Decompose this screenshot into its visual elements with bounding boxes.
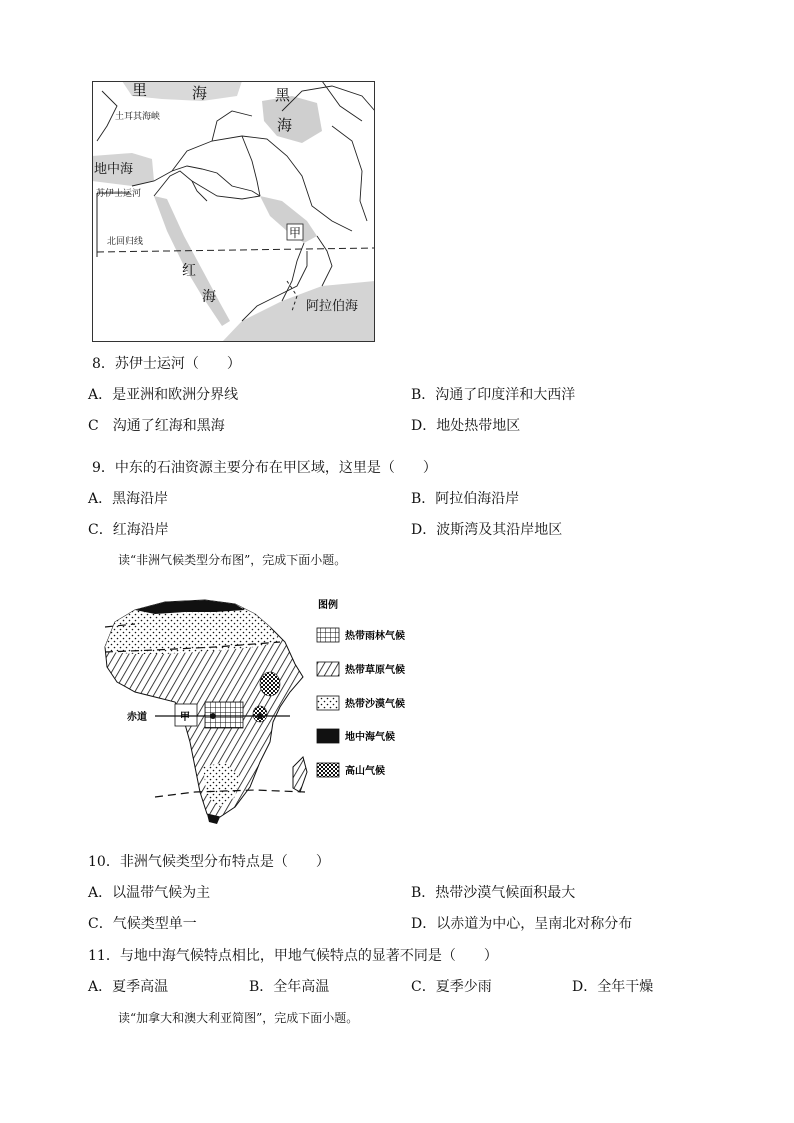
q9-option-b[interactable]: B．阿拉伯海沿岸 bbox=[411, 491, 520, 507]
label-mediterranean: 地中海 bbox=[94, 162, 134, 177]
q9-option-a[interactable]: A．黑海沿岸 bbox=[88, 491, 169, 507]
legend-label-rainforest: 热带雨林气候 bbox=[345, 631, 405, 642]
checker-pattern-icon bbox=[317, 763, 339, 777]
legend-label-savanna: 热带草原气候 bbox=[345, 665, 405, 676]
q9-stem: 9．中东的石油资源主要分布在甲区域，这里是（ ） bbox=[92, 460, 437, 476]
dark-fill-icon bbox=[317, 729, 339, 743]
q9-option-d[interactable]: D．波斯湾及其沿岸地区 bbox=[411, 522, 563, 538]
legend-title: 图例 bbox=[318, 600, 338, 611]
label-equator: 赤道 bbox=[127, 712, 147, 723]
label-tropic: 北回归线 bbox=[107, 237, 144, 247]
label-li: 里 bbox=[132, 81, 148, 99]
q8-option-d[interactable]: D．地处热带地区 bbox=[411, 418, 521, 434]
label-hai-red: 海 bbox=[202, 289, 216, 305]
q10-option-a[interactable]: A．以温带气候为主 bbox=[88, 885, 211, 901]
hatch-pattern-icon bbox=[317, 662, 339, 676]
label-strait: 土耳其海峡 bbox=[115, 112, 161, 122]
africa-climate-map bbox=[95, 592, 415, 832]
legend-label-mediterranean: 地中海气候 bbox=[345, 732, 395, 743]
dot-pattern-icon bbox=[317, 696, 339, 710]
q10-stem: 10．非洲气候类型分布特点是（ ） bbox=[88, 854, 330, 870]
legend-label-desert: 热带沙漠气候 bbox=[345, 699, 405, 710]
q8-stem: 8．苏伊士运河（ ） bbox=[92, 356, 241, 372]
q8-option-a[interactable]: A．是亚洲和欧洲分界线 bbox=[88, 387, 239, 403]
grid-pattern-icon bbox=[317, 628, 339, 642]
q10-option-d[interactable]: D．以赤道为中心，呈南北对称分布 bbox=[411, 916, 633, 932]
q11-stem: 11．与地中海气候特点相比，甲地气候特点的显著不同是（ ） bbox=[88, 948, 498, 964]
label-hai-black: 海 bbox=[277, 116, 293, 134]
intro-canada-australia: 读“加拿大和澳大利亚简图”，完成下面小题。 bbox=[118, 1011, 359, 1025]
q11-option-a[interactable]: A．夏季高温 bbox=[88, 979, 169, 995]
legend-label-highland: 高山气候 bbox=[345, 766, 385, 777]
q8-option-b[interactable]: B．沟通了印度洋和大西洋 bbox=[411, 387, 576, 403]
label-arabian-sea: 阿拉伯海 bbox=[306, 299, 359, 314]
label-jia: 甲 bbox=[289, 226, 302, 240]
label-jia-africa: 甲 bbox=[180, 712, 190, 723]
label-hei: 黑 bbox=[275, 86, 291, 104]
q11-option-c[interactable]: C．夏季少雨 bbox=[411, 979, 492, 995]
middle-east-map bbox=[92, 81, 375, 342]
q11-option-b[interactable]: B．全年高温 bbox=[249, 979, 330, 995]
intro-africa: 读“非洲气候类型分布图”，完成下面小题。 bbox=[118, 553, 347, 567]
q8-option-c[interactable]: C 沟通了红海和黑海 bbox=[88, 418, 225, 434]
label-hong: 红 bbox=[182, 263, 196, 279]
q10-option-c[interactable]: C．气候类型单一 bbox=[88, 916, 197, 932]
label-suez: 苏伊士运河 bbox=[96, 189, 142, 199]
q11-option-d[interactable]: D．全年干燥 bbox=[572, 979, 654, 995]
q10-option-b[interactable]: B．热带沙漠气候面积最大 bbox=[411, 885, 576, 901]
q9-option-c[interactable]: C．红海沿岸 bbox=[88, 522, 169, 538]
label-hai-top: 海 bbox=[192, 84, 208, 102]
